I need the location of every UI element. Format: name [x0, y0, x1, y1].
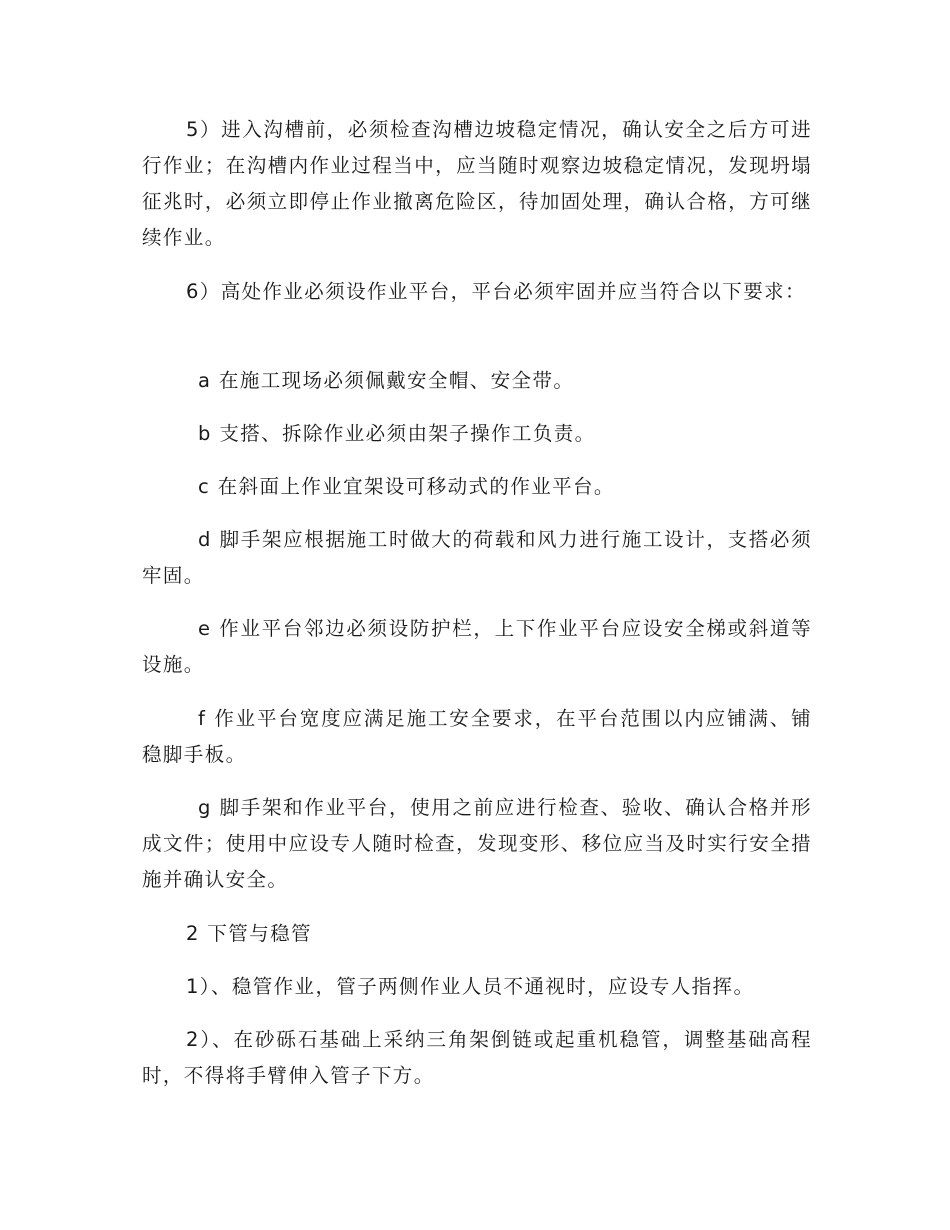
- paragraph-work-platform-requirements: 6）高处作业必须设作业平台，平台必须牢固并应当符合以下要求：: [186, 280, 806, 303]
- paragraph-trench-inspection: 5）进入沟槽前，必须检查沟槽边坡稳定情况，确认安全之后方可进行作业；在沟槽内作业过程当中，应当随时观察边坡稳定情况，发现坍塌征兆时，必须立即停止作业撤离危险区，待加固处理，确认合格，方可继续作业。: [142, 118, 812, 249]
- section-heading-pipe-laying: 2 下管与稳管: [186, 922, 312, 945]
- list-item-f: f 作业平台宽度应满足施工安全要求，在平台范围以内应铺满、铺稳脚手板。: [142, 707, 812, 766]
- paragraph-pipe-stabilizing: 1）、稳管作业，管子两侧作业人员不通视时，应设专人指挥。: [186, 975, 755, 998]
- list-item-c: c 在斜面上作业宜架设可移动式的作业平台。: [198, 475, 615, 498]
- list-item-d: d 脚手架应根据施工时做大的荷载和风力进行施工设计，支搭必须牢固。: [142, 528, 812, 587]
- list-item-a: a 在施工现场必须佩戴安全帽、安全带。: [198, 369, 575, 392]
- list-item-g: g 脚手架和作业平台，使用之前应进行检查、验收、确认合格并形成文件；使用中应设专人随时检查，发现变形、移位应当及时实行安全措施并确认安全。: [142, 796, 812, 891]
- list-item-b: b 支搭、拆除作业必须由架子操作工负责。: [198, 422, 596, 445]
- paragraph-gravel-base-stabilizing: 2）、在砂砾石基础上采纳三角架倒链或起重机稳管，调整基础高程时，不得将手臂伸入管子下方。: [142, 1028, 812, 1087]
- list-item-e: e 作业平台邻边必须设防护栏，上下作业平台应设安全梯或斜道等设施。: [142, 617, 812, 676]
